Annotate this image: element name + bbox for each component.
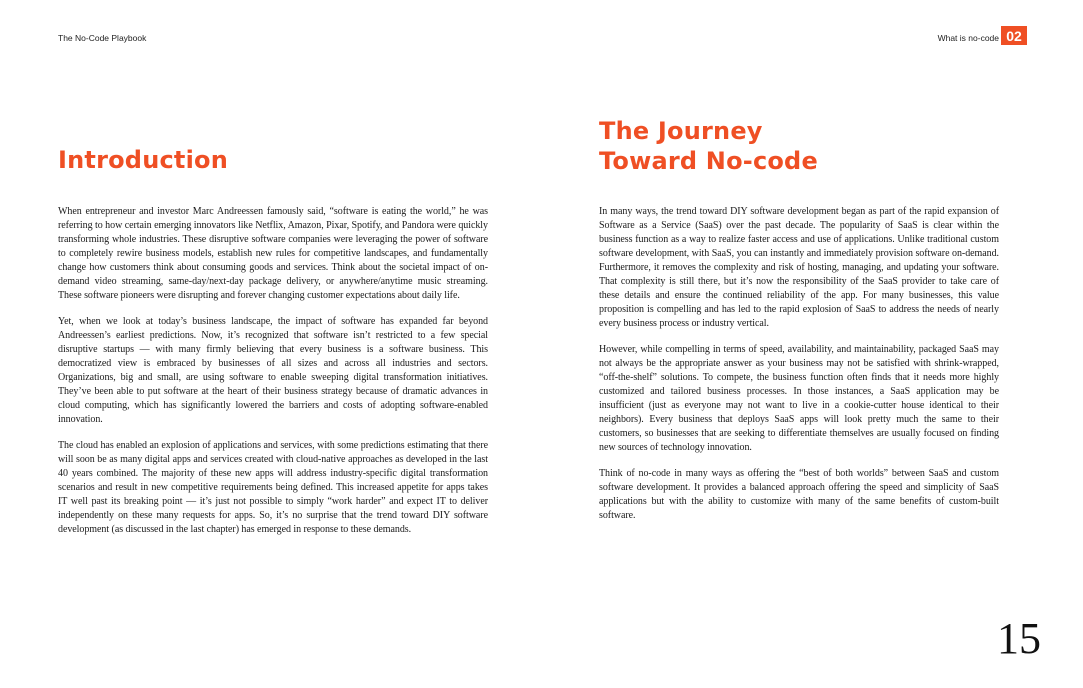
introduction-column [58,205,488,549]
chapter-number-badge: 02 [1001,26,1027,45]
introduction-heading: Introduction [58,146,228,174]
body-paragraph: Yet, when we look at today’s business landscape, the impact of software has expanded far beyond Andreessen’s earliest predictions. Now, it’s recognized that software isn’t restricted to a few special disruptive startups — with many firmly believing that every business is a software business. This democratized view is embraced by businesses of all sizes and across all industries and sectors. Organizations, big and small, are using software to enable sweeping digital transformation initiatives. They’ve been able to put software at the heart of their business strategy because of dramatic advances in cloud computing, which has significantly lowered the barriers and costs of adopting software-enabled innovation. [58,316,488,425]
body-paragraph: In many ways, the trend toward DIY software development began as part of the rapid expansion of Software as a Service (SaaS) over the past decade. The popularity of SaaS is clear within the business function as a way to realize faster access and use of applications. Unlike traditional custom software development, with SaaS, you can instantly and immediately provision software on-demand. Furthermore, it removes the complexity and risk of hosting, managing, and updating your software. That complexity is still there, but it’s now the responsibility of the SaaS provider to take care of these details and ensure the continued reliability of the app. For many businesses, this value proposition is compelling and has led to the rapid explosion of SaaS to address the needs of nearly every business process or industry vertical. [599,206,999,329]
body-paragraph: Think of no-code in many ways as offering the “best of both worlds” between SaaS and custom software development. It provides a balanced approach offering the speed and simplicity of SaaS applications but with the ability to customize with many of the same benefits of custom-built software. [599,468,999,521]
body-paragraph: However, while compelling in terms of speed, availability, and maintainability, packaged SaaS may not always be the appropriate answer as your business may not be satisfied with shrink-wrapped, “off-the-shelf” solutions. To compete, the business function often finds that it needs more highly customized and tailored business processes. In those instances, a SaaS application may be insufficient (just as everyone may not want to live in a cookie-cutter house identical to their neighbors). Every business that deploys SaaS apps will look pretty much the same to their customers, so businesses that are seeking to differentiate themselves are usually focused on finding new sources of technology innovation. [599,344,999,453]
running-header-section: What is no-code [937,33,999,43]
page-number: 15 [997,614,1041,663]
journey-column [599,205,999,535]
journey-heading-line1: The Journey [599,117,763,145]
journey-heading [599,116,818,176]
running-header-title: The No-Code Playbook [58,33,147,43]
body-paragraph: When entrepreneur and investor Marc Andreessen famously said, “software is eating the world,” he was referring to how certain emerging innovators like Netflix, Amazon, Pixar, Spotify, and Pandora were quickly transforming whole industries. These disruptive software companies were leveraging the power of software to completely rewire business models, establish new rules for competitive landscapes, and fundamentally change how customers think about consuming goods and services. Think about the societal impact of on-demand video streaming, same-day/next-day package delivery, or anywhere/anytime music streaming. These software pioneers were disrupting and forever changing customer expectations about daily life. [58,206,488,301]
journey-heading-line2: Toward No-code [599,147,818,175]
body-paragraph: The cloud has enabled an explosion of applications and services, with some predictions estimating that there will soon be as many digital apps and services created with cloud-native approaches as developed in the last 40 years combined. The majority of these new apps will address industry-specific digital transformation scenarios and result in new competitive requirements being defined. This increased appetite for apps takes IT well past its breaking point — it’s just not possible to simply “work harder” and expect IT to deliver independently on these many requests for apps. So, it’s no surprise that the trend toward DIY software development (as discussed in the last chapter) has emerged in response to these demands. [58,440,488,535]
